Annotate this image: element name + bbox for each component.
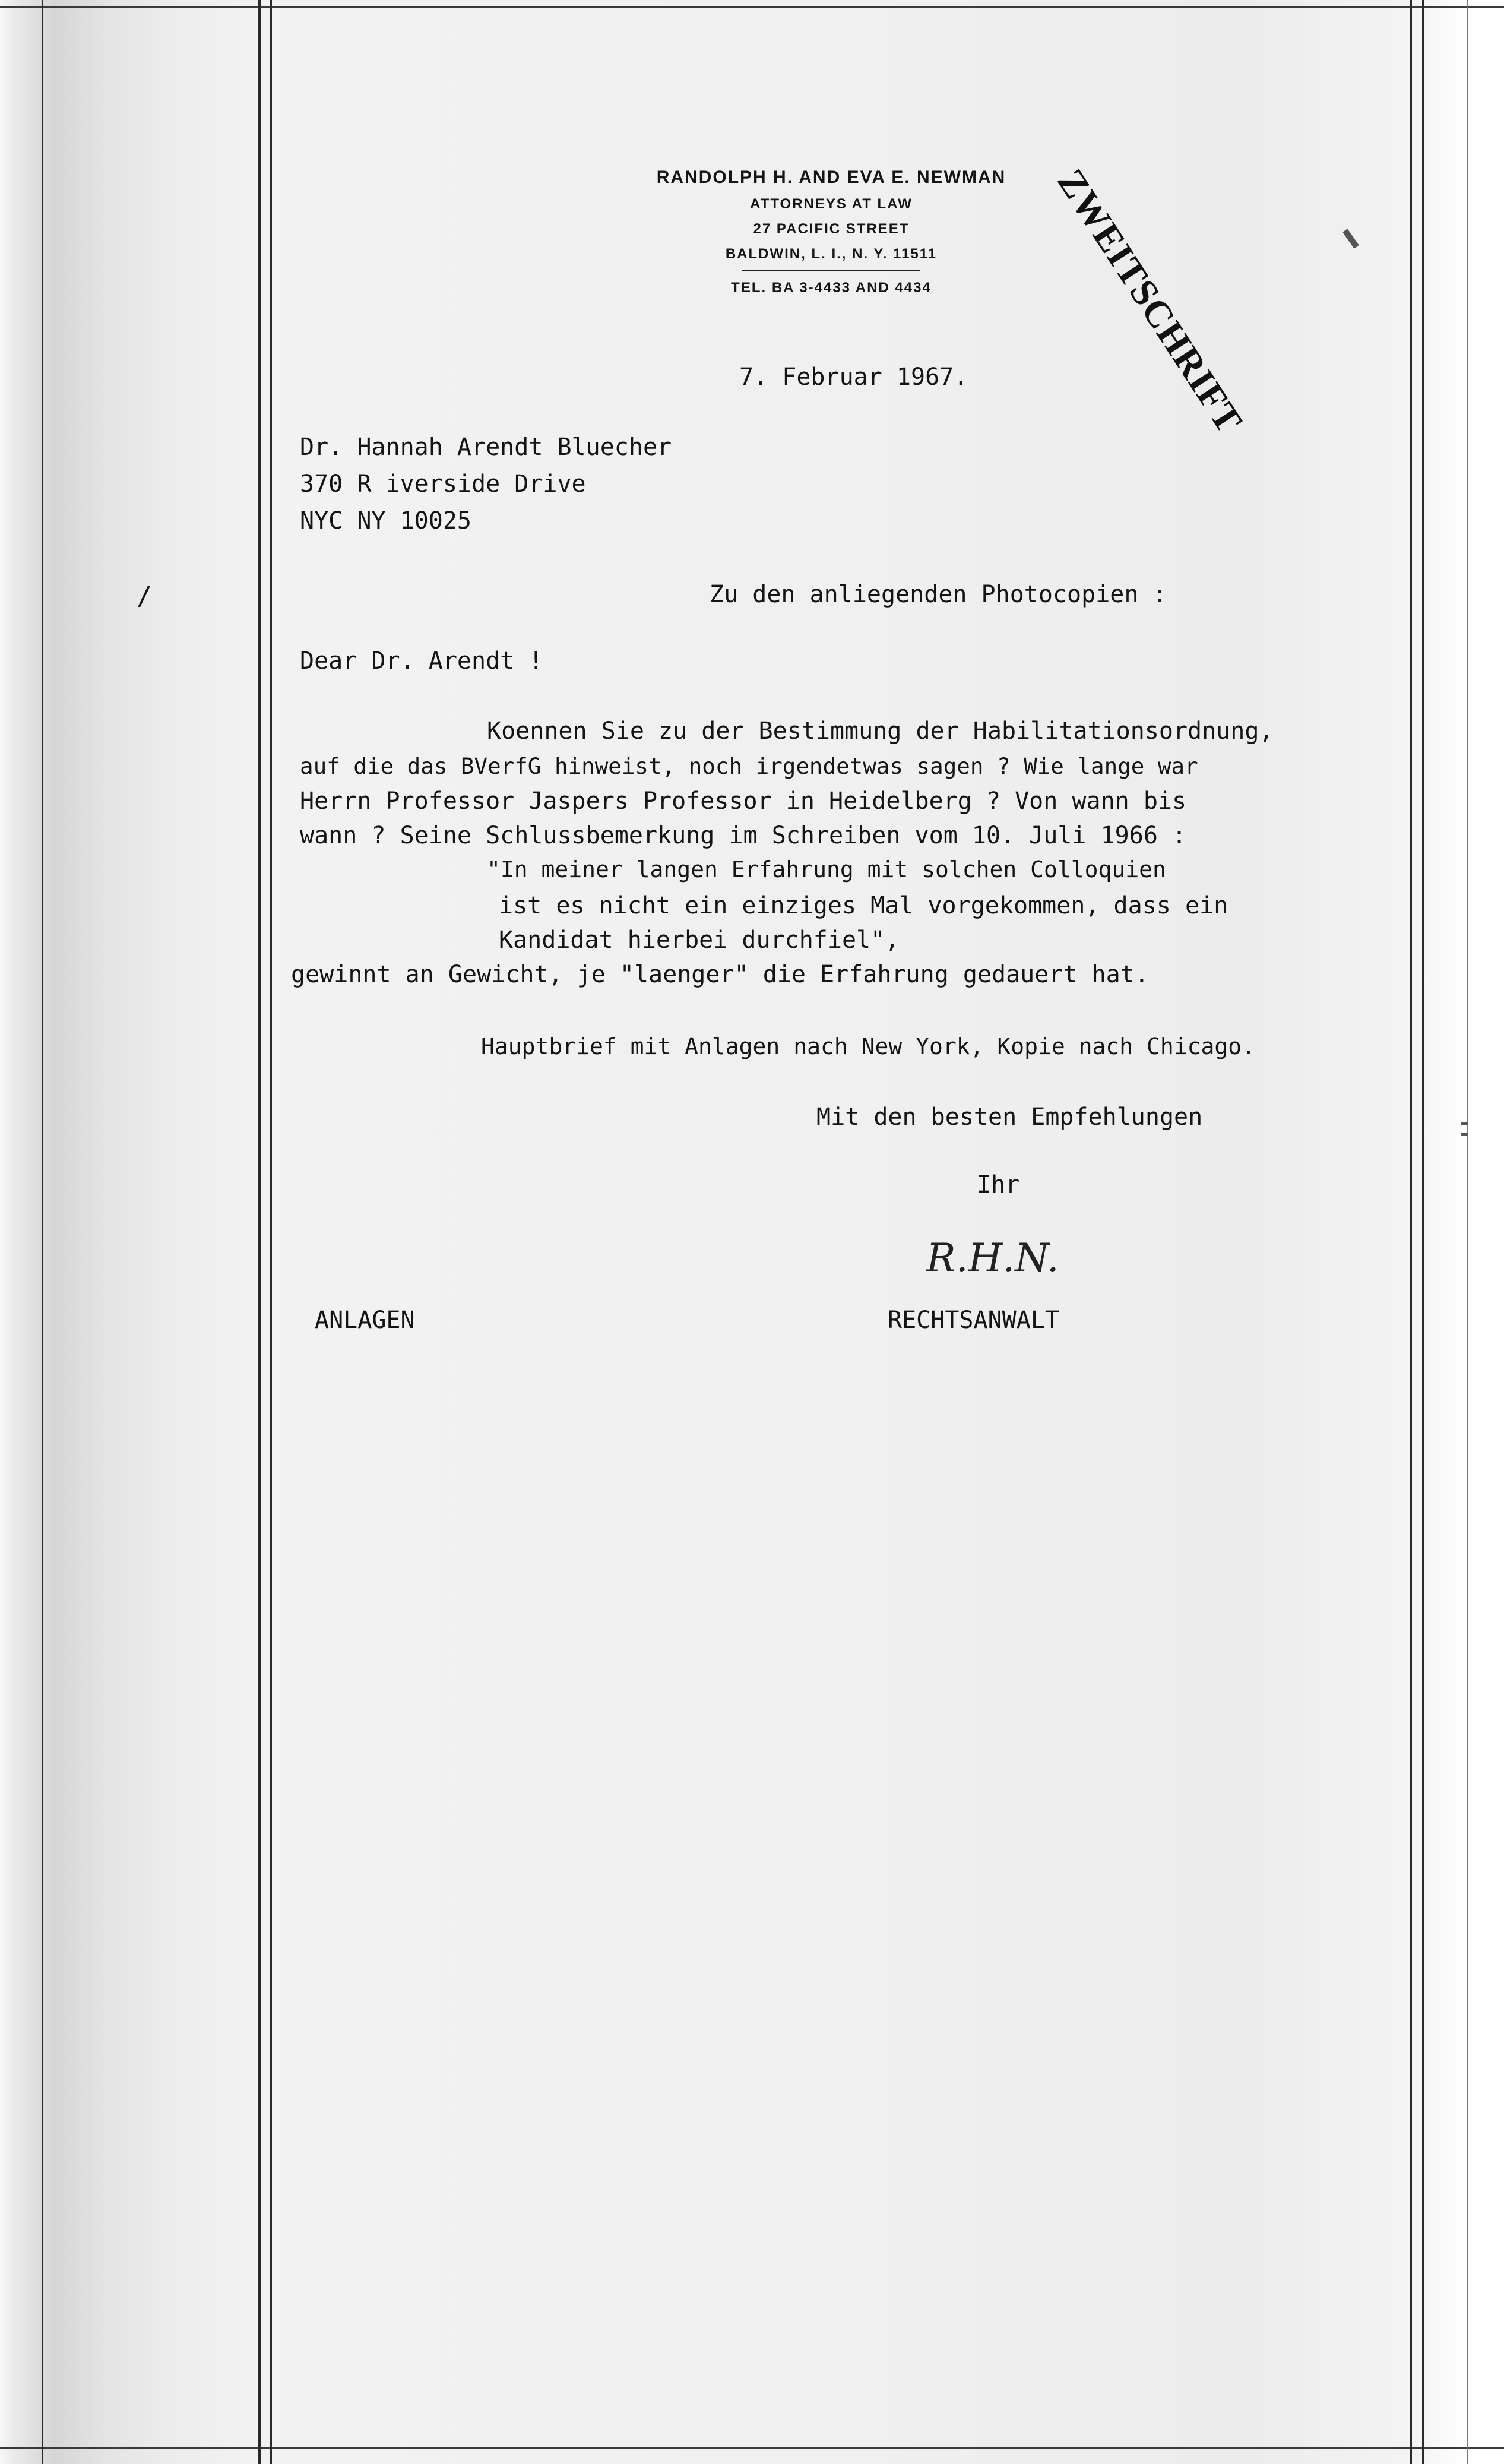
margin-mark: / <box>137 581 153 611</box>
salutation: Dear Dr. Arendt ! <box>300 647 543 675</box>
body-line: wann ? Seine Schlussbemerkung im Schreiben vom 10. Juli 1966 : <box>300 822 1187 849</box>
scan-left-edge-line <box>42 0 43 2464</box>
handwritten-signature: R.H.N. <box>926 1235 1059 1281</box>
letterhead-city: BALDWIN, L. I., N. Y. 11511 <box>725 246 938 262</box>
enclosures-label: ANLAGEN <box>315 1307 415 1334</box>
letterhead-firm-name: RANDOLPH H. AND EVA E. NEWMAN <box>656 167 1006 187</box>
letterhead <box>618 167 1045 296</box>
page-left-border-line <box>258 0 261 2464</box>
body-line: Hauptbrief mit Anlagen nach New York, Kopie nach Chicago. <box>481 1033 1256 1059</box>
quoted-line: Kandidat hierbei durchfiel", <box>499 926 900 954</box>
page-left-border-line-inner <box>270 0 272 2464</box>
recipient-city: NYC NY 10025 <box>300 507 471 534</box>
quoted-line: ist es nicht ein einziges Mal vorgekommen, dass ein <box>499 892 1228 919</box>
body-line: Koennen Sie zu der Bestimmung der Habilitationsordnung, <box>487 717 1274 745</box>
page-right-border-line <box>1410 0 1412 2464</box>
body-line: auf die das BVerfG hinweist, noch irgendetwas sagen ? Wie lange war <box>300 753 1198 779</box>
letter-date: 7. Februar 1967. <box>739 363 968 391</box>
scan-bottom-edge <box>0 2447 1504 2449</box>
signer-role: RECHTSANWALT <box>888 1307 1059 1334</box>
letterhead-title: ATTORNEYS AT LAW <box>750 196 913 212</box>
scan-right-edge-line <box>1467 0 1468 2464</box>
scan-speck <box>1461 1122 1468 1125</box>
body-line: gewinnt an Gewicht, je "laenger" die Erfahrung gedauert hat. <box>291 961 1149 988</box>
scan-top-edge <box>0 6 1504 8</box>
letterhead-phone: TEL. BA 3-4433 AND 4434 <box>731 280 932 296</box>
scan-speck <box>1461 1133 1468 1136</box>
zweitschrift-stamp: ZWEITSCHRIFT <box>1049 162 1251 441</box>
subject-line: Zu den anliegenden Photocopien : <box>710 581 1167 608</box>
closing-line: Mit den besten Empfehlungen <box>816 1103 1203 1131</box>
body-line: Herrn Professor Jaspers Professor in Heidelberg ? Von wann bis <box>300 787 1187 815</box>
quoted-line: "In meiner langen Erfahrung mit solchen Colloquien <box>487 856 1166 883</box>
closing-ihr: Ihr <box>977 1171 1020 1198</box>
recipient-name: Dr. Hannah Arendt Bluecher <box>300 434 672 461</box>
letterhead-separator <box>742 270 920 271</box>
page-right-border-line-inner <box>1422 0 1424 2464</box>
recipient-street: 370 R iverside Drive <box>300 470 586 498</box>
letterhead-street: 27 PACIFIC STREET <box>753 221 910 237</box>
